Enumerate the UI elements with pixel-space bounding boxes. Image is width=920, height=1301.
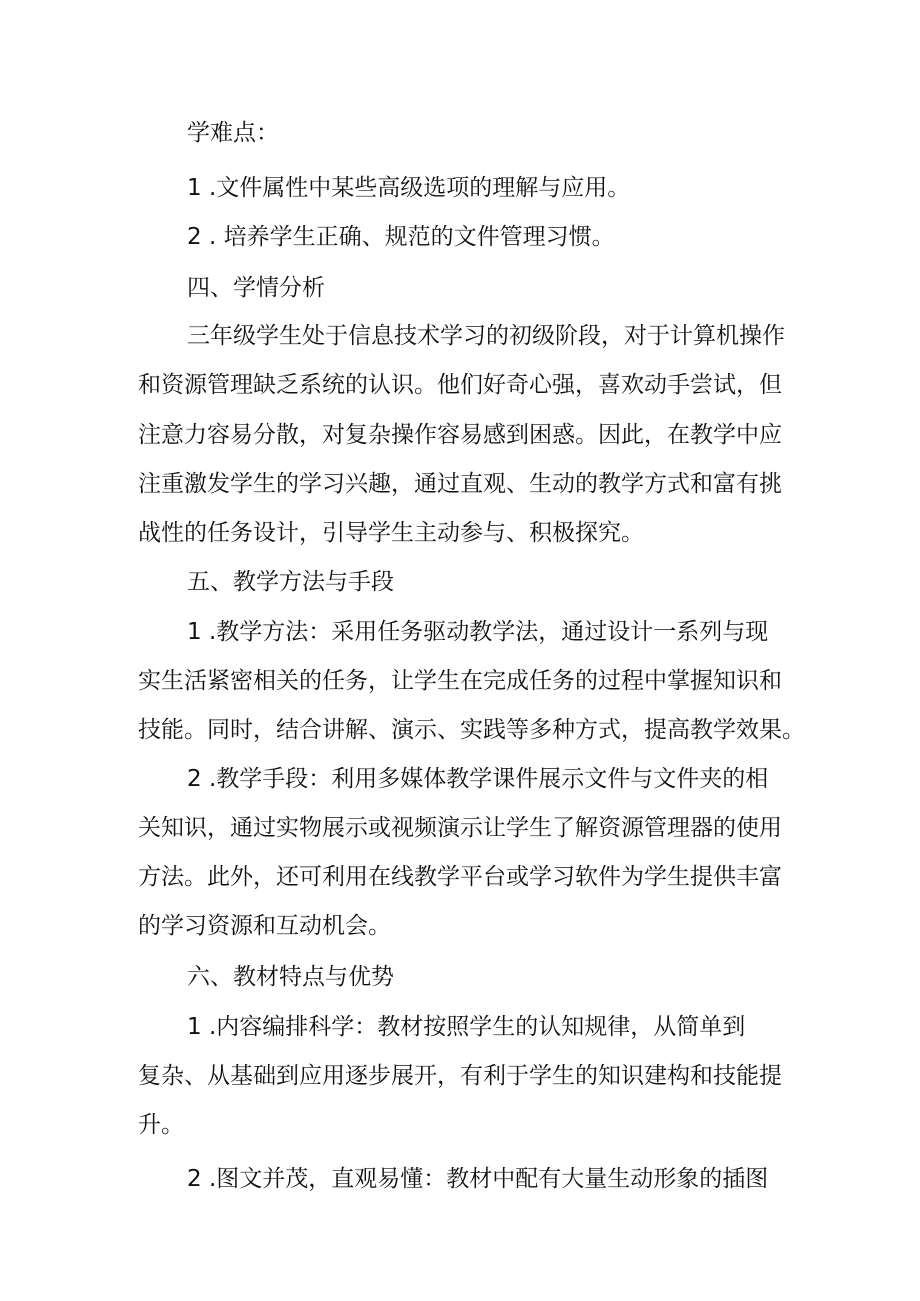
paragraph-line: 关知识，通过实物展示或视频演示让学生了解资源管理器的使用 bbox=[138, 815, 782, 841]
paragraph-line: 2 .教学手段：利用多媒体教学课件展示文件与文件夹的相 bbox=[187, 766, 769, 792]
paragraph-line: 三年级学生处于信息技术学习的初级阶段，对于计算机操作 bbox=[187, 323, 785, 349]
paragraph-line: 战性的任务设计，引导学生主动参与、积极探究。 bbox=[138, 520, 644, 546]
section-heading-continued: 学难点： bbox=[187, 120, 279, 146]
paragraph-line: 注意力容易分散，对复杂操作容易感到困惑。因此，在教学中应 bbox=[138, 422, 782, 448]
paragraph-line: 注重激发学生的学习兴趣，通过直观、生动的教学方式和富有挑 bbox=[138, 471, 782, 497]
paragraph-line: 2 .图文并茂，直观易懂：教材中配有大量生动形象的插图 bbox=[187, 1166, 769, 1192]
paragraph-line: 实生活紧密相关的任务，让学生在完成任务的过程中掌握知识和 bbox=[138, 668, 782, 694]
paragraph-line: 方法。此外，还可利用在线教学平台或学习软件为学生提供丰富 bbox=[138, 864, 782, 890]
section-heading-6: 六、教材特点与优势 bbox=[187, 964, 394, 990]
list-item-2: 2 . 培养学生正确、规范的文件管理习惯。 bbox=[187, 224, 615, 250]
paragraph-line: 和资源管理缺乏系统的认识。他们好奇心强，喜欢动手尝试，但 bbox=[138, 372, 782, 398]
paragraph-line: 升。 bbox=[138, 1112, 184, 1138]
paragraph-line: 1 .内容编排科学：教材按照学生的认知规律，从简单到 bbox=[187, 1014, 746, 1040]
section-heading-4: 四、学情分析 bbox=[187, 275, 325, 301]
list-item-1: 1 .文件属性中某些高级选项的理解与应用。 bbox=[187, 175, 631, 201]
paragraph-line: 1 .教学方法：采用任务驱动教学法，通过设计一系列与现 bbox=[187, 619, 769, 645]
paragraph-line: 复杂、从基础到应用逐步展开，有利于学生的知识建构和技能提 bbox=[138, 1063, 782, 1089]
paragraph-line: 的学习资源和互动机会。 bbox=[138, 913, 391, 939]
paragraph-line: 技能。同时，结合讲解、演示、实践等多种方式，提高教学效果。 bbox=[138, 717, 805, 743]
section-heading-5: 五、教学方法与手段 bbox=[187, 569, 394, 595]
